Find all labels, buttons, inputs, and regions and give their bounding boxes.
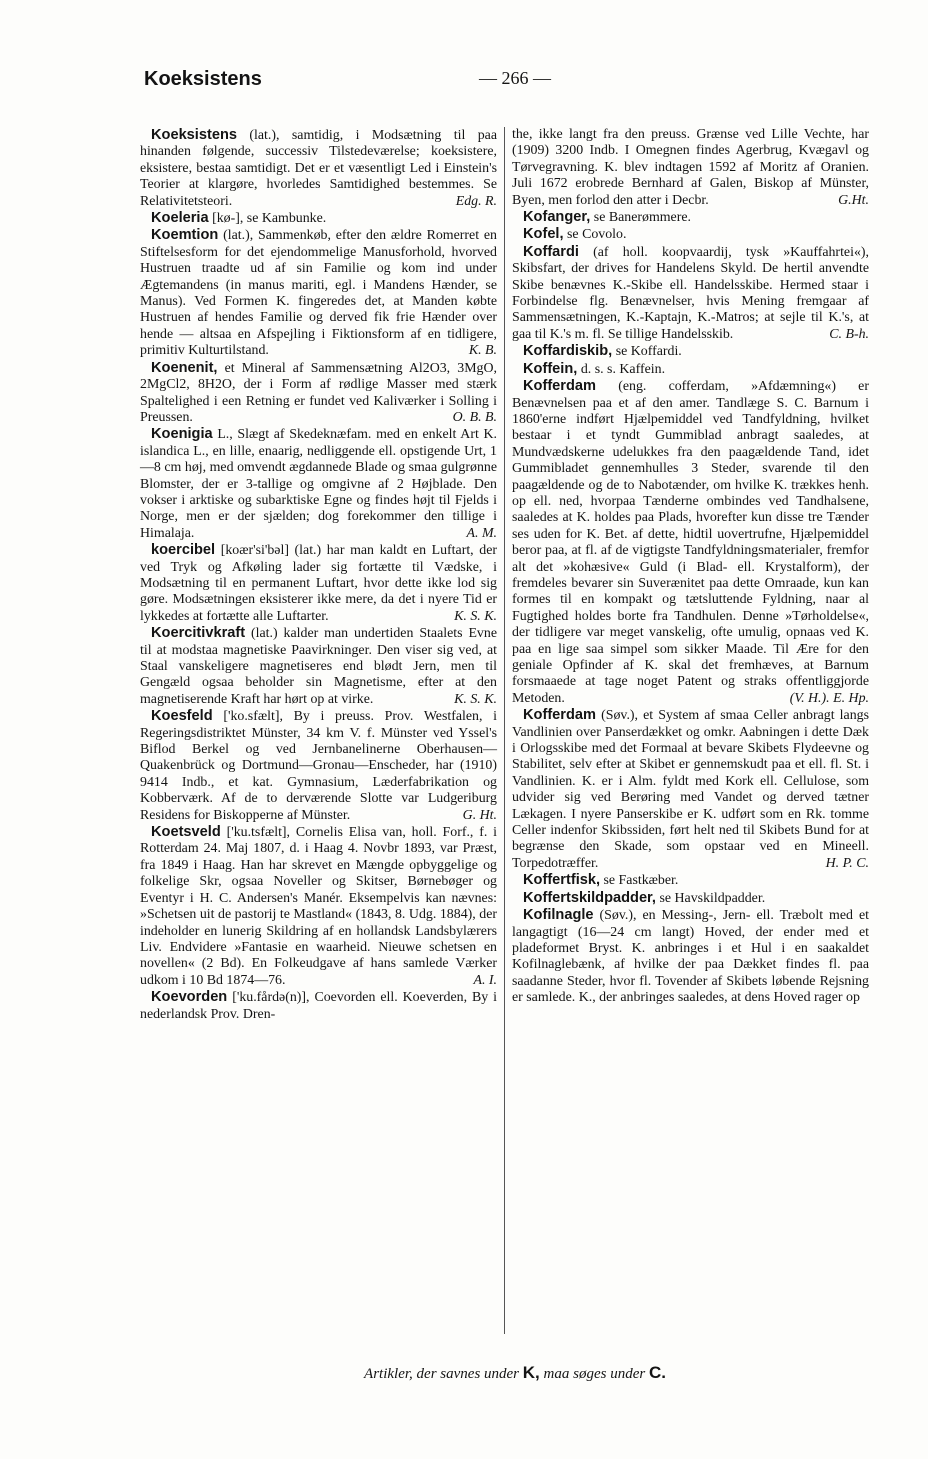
page-number: — 266 — (479, 68, 551, 88)
entry-koercitivkraft (140, 625, 497, 708)
signature: G. Ht. (462, 807, 497, 823)
headword: Koercitivkraft (151, 625, 246, 642)
entry-text: se Banerømmere. (593, 210, 691, 226)
entry-koenigia (140, 426, 497, 542)
signature: K. B. (468, 343, 497, 359)
headword: Kofilnagle (523, 907, 594, 924)
entry-koeleria (140, 210, 497, 227)
headword: Koffertskildpadder, (523, 889, 656, 906)
headword: Koevorden (151, 989, 228, 1006)
footer-text-2: maa søges under (543, 1366, 646, 1382)
left-column (140, 127, 497, 1023)
page-footer (140, 1363, 890, 1383)
signature: Edg. R. (455, 193, 497, 209)
signature: (V. H.). E. Hp. (789, 690, 869, 706)
entry-koesfeld (140, 708, 497, 824)
entry-kofanger (512, 209, 869, 226)
headword: Kofferdam (523, 378, 596, 395)
entry-text: L., Slægt af Skedeknæfam. med en enkelt Art K. islandica L., en lille, enaarig, nedliggende ell. opstigende Urt, 1—8 cm høj, med omvendt ægdannede Blade og smaa gulgrønne Blomster, der er 3-tallige og omgivne af 2 Højblade. Den vokser i arktiske og subarktiske Egne og findes højt til Fjelds i Norge, men er der sjælden; dog forekommer den tillige i Himalaja. (140, 427, 497, 541)
right-column (512, 127, 869, 1007)
entry-text: se Fastkæber. (603, 873, 679, 889)
entry-koemtion (140, 227, 497, 359)
headword: Koffardi (523, 243, 579, 260)
entry-text: (lat.), Sammenkøb, efter den ældre Romerret en Stiftelsesform for det ejendommelige Manusforhold, hvorved Hustruen traadte ud af sin Familie og kom ind under Ægtemandens (in manus mariti, egl. i Mandens Hænder, se Manus). Ved Formen K. fingeredes det, at Manden købte Hustruen af hendes Familie og derved fik frie Hænder over hende — altsaa en Afspejling i Fiktionsform af en tidligere, primitiv Kulturtilstand. (140, 228, 497, 359)
headword: Koenenit, (151, 359, 218, 376)
entry-text: et Mineral af Sammensætning Al2O3, 3MgO, 2MgCl2, 8H2O, der i Form af rødlige Masser med stærk Spaltelighed i een Retning er fundet ved Kaliværker i Solling i Preussen. (140, 360, 497, 425)
footer-letter-k: K, (522, 1363, 540, 1382)
signature: A. M. (466, 525, 497, 541)
entry-text: d. s. s. Kaffein. (580, 361, 666, 377)
signature: G.Ht. (838, 192, 869, 208)
entry-text: (lat.), samtidig, i Modsætning til paa hinanden følgende, successiv Tilstedeværelse; koeksistere, eksistere, bestaa samtidigt. Det er et væsentligt Led i Einstein's Teorier at klargøre, hvorledes Samtidighed bestemmes. Se Relativitetsteori. (140, 128, 497, 209)
entry-koercibel (140, 542, 497, 625)
signature: O. B. B. (452, 409, 497, 425)
entry-koetsveld (140, 824, 497, 989)
running-head: Koeksistens (144, 68, 262, 90)
entry-text: (eng. cofferdam, »Afdæmning«) er Benævnelsen paa et af den amer. Tandlæge S. C. Barnum i 1860'erne indført Hjælpemiddel ved Tandfyldning, hvilket bestaar i et tyndt Gummiblad anbragt saaledes, at Mundvædskerne udelukkes fra den paagældende Tand, idet Gummibladet gennemhulles 3 Steder, svarende til den paagældende og de to Nabotænder, om hvilke K. trækkes henh. op ell. ned, hvorpaa Tænderne ombindes ved Tandhalsene, saaledes at K. holdes paa Plads, hvorefter kun disse tre Tænder ses uden for K. Bet. af dette, hidtil uovertrufne, Hjælpemiddel beror paa, at fl. af de vigtigste Tandfyldningsmaterialer, fremfor alt det »kohæsive« Guld (i Blad- ell. Krystalform), der fremdeles bevarer sin Suverænitet paa dette Omraade, kun kan formes til en kompakt og tætsluttende Fyldning, naar al Fugtighed holdes borte fra Tandhulen. Denne »Tørholdelse«, der tidligere var meget vanskelig, ofte umulig, opnaas ved K. paa en lige saa simpel som sikker Maade. Til Ære for den geniale Opfinder af K. skal det fremhæves, at Barnum forsmaaede at tage noget Patent og straks offentliggjorde Metoden. (512, 379, 869, 706)
entry-text: [kø-], se Kambunke. (212, 211, 327, 227)
headword: Koffertfisk, (523, 872, 601, 889)
headword: Koffein, (523, 360, 578, 377)
entry-koevorden (140, 989, 497, 1023)
entry-text: [koær'si'bəl] (lat.) har man kaldt en Luftart, der ved Tryk og Afkøling lader sig fortætte til Vædske, i Modsætning til en permanent Luftart, hvor dette ikke lod sig gøre. Modsætningen eksisterer ikke mere, da det i nyere Tid er lykkedes at fortætte alle Luftarter. (140, 543, 497, 624)
entry-koffardiskib (512, 343, 869, 360)
entry-kofferdam-dental (512, 378, 869, 707)
entry-koeksistens (140, 127, 497, 210)
headword: koercibel (151, 542, 216, 559)
entry-text: ['ku.fårdə(n)], Coevorden ell. Koeverden, By i nederlandsk Prov. Dren- (140, 990, 497, 1022)
headword: Kofanger, (523, 209, 591, 226)
footer-letter-c: C. (648, 1363, 666, 1382)
entry-text: (Søv.), et System af smaa Celler anbragt langs Vandlinien over Panserdækket og omkr. Aabningen i dette Dæk i Orlogsskibe med det Formaal at bevare Skibets Flydeevne og Stabilitet, selv efter at Skibet er gennemskudt paa et ell. fl. St. i Vandlinien. K. er i Alm. fyldt med Kork ell. Cellulose, som udvider sig ved Berøring med Vandet og derved tætner Lækagen. I nyere Panserskibe er K. udført som en Rk. tomme Celler indenfor Skibssiden, ført helt ned til Skibets Bund for at begrænse den Skade, som opstaar ved en Mineell. Torpedotræffer. (512, 708, 869, 871)
entry-text: ['ko.sfælt], By i preuss. Prov. Westfalen, i Regeringsdistriktet Münster, 34 km V. f. Münster ved Yssel's Biflod Berkel og ved Jernbanelinerne Oberhausen—Quakenbrück og Dortmund—Gronau—Enscheder, har (1910) 9414 Indb., et kat. Gymnasium, Læderfabrikation og Kobberværk. Af de to derværende Slotte var Ludgeriburg Residens for Biskopperne af Münster. (140, 709, 497, 823)
headword: Koenigia (151, 426, 213, 443)
headword: Koemtion (151, 227, 219, 244)
entry-text: ['ku.tsfælt], Cornelis Elisa van, holl. Forf., f. i Rotterdam 24. Maj 1807, d. i Haag 4. Novbr 1893, var Præst, fra 1849 i Haag. Han har skrevet en Mængde opbyggelige og folkelige Skr, ogsaa Noveller og Skitser, Børnebøger og Eventyr i H. C. Andersen's Manér. Eksempelvis kan nævnes: »Schetsen uit de pastorij te Mastland« (1843, 8. Udg. 1884), der indeholder en lunerig Skildring af en hollandsk Landsbylærers Liv. Endvidere »Fantasie en waarheid. Nieuwe schetsen en novellen« (2 Bd). En Folkeudgave af hans samlede Værker udkom i 10 Bd 1874—76. (140, 825, 497, 988)
entry-text: the, ikke langt fra den preuss. Grænse ved Lille Vechte, har (1909) 3200 Indb. I Omegnen findes Agerbrug, Kvægavl og Tørvegravning. K. blev indtagen 1592 af Moritz af Oranien. Juli 1672 erobrede Bernhard af Galen, Biskop af Münster, Byen, men forlod den atter i Decbr. (512, 127, 869, 208)
entry-koenenit (140, 360, 497, 427)
entry-koevorden-continued (512, 127, 869, 209)
signature: C. B-h. (829, 326, 869, 342)
entry-kofilnagle (512, 907, 869, 1006)
headword: Koffardiskib, (523, 343, 613, 360)
signature: K. S. K. (454, 691, 497, 707)
page-header (140, 68, 890, 98)
headword: Koetsveld (151, 824, 221, 841)
headword: Koeksistens (151, 127, 237, 143)
signature: H. P. C. (825, 855, 869, 871)
signature: K. S. K. (454, 608, 497, 624)
entry-kofel (512, 226, 869, 243)
entry-text: se Covolo. (567, 227, 627, 243)
footer-text-1: Artikler, der savnes under (364, 1366, 520, 1382)
entry-koffardi (512, 244, 869, 343)
headword: Kofferdam (523, 707, 596, 724)
entry-text: (af holl. koopvaardij, tysk »Kauffahrtei«), Skibsfart, der drives for Handelens Skyld. De hertil anvendte Skibe benævnes K.-Skibe ell. Handelsskibe. Hermed staar i Forbindelse flg. Benævnelser, hvis Mening fremgaar af Sammensætningen, K.-Kaptajn, K.-Matros; at sejle til K.'s, at gaa til K.'s m. fl. Se tillige Handelsskib. (512, 244, 869, 342)
entry-koffertskildpadder (512, 890, 869, 907)
entry-koffertfisk (512, 872, 869, 889)
headword: Koeleria (151, 210, 209, 227)
entry-text: se Havskildpadder. (659, 890, 766, 906)
entry-text: se Koffardi. (615, 344, 682, 360)
entry-text: (Søv.), en Messing-, Jern- ell. Træbolt med et langagtigt (16—24 cm langt) Hoved, der ender med et pladeformet Bryst. K. anbringes i et Hul i en saakaldet Kofilnaglebænk, af hvilke der paa Dækket findes fl. paa saadanne Steder, hvor fl. Tovender af Skibets løbende Rejsning er samlede. K., der anbringes saaledes, at dens Hoved rager op (512, 908, 869, 1006)
entry-koffein (512, 361, 869, 378)
headword: Koesfeld (151, 708, 213, 725)
signature: A. I. (473, 972, 497, 988)
entry-kofferdam-naval (512, 707, 869, 872)
entry-text: (lat.) kalder man undertiden Staalets Evne til at modstaa magnetiske Paavirkninger. Den viser sig ved, at Staal vanskeligere magnetiseres end blødt Jern, men til Gengæld ogsaa beholder sin Magnetisme, efter at den magnetiserende Kraft har hørt op at virke. (140, 626, 497, 707)
column-rule (504, 127, 505, 1334)
headword: Kofel, (523, 226, 564, 243)
